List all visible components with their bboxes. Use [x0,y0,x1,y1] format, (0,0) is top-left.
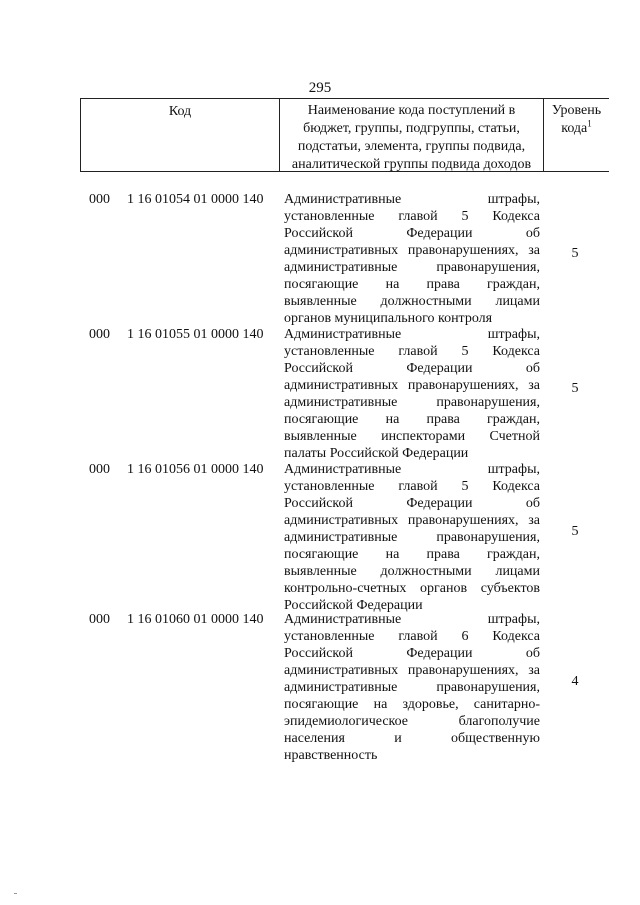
revenue-code: 1 16 01056 01 0000 140 [127,462,264,477]
description-line: палаты Российской Федерации [284,446,469,461]
description-line: административных правонарушениях, за [284,663,540,678]
description-line: органов муниципального контроля [284,311,493,326]
code-level: 5 [571,246,579,261]
header-name-line: Наименование кода поступлений в [307,103,516,118]
description-line: выявленные инспекторами Счетной [284,429,540,444]
description-line: установленные главой 6 Кодекса [284,629,540,644]
header-level-line2 [544,120,609,138]
admin-code: 000 [89,462,110,477]
code-level: 5 [571,381,579,396]
description-line: контрольно-счетных органов субъектов [284,581,540,596]
revenue-code: 1 16 01055 01 0000 140 [127,327,264,342]
revenue-description [284,461,540,614]
description-line: административные правонарушения, [284,680,540,695]
header-name-line: аналитической группы подвида доходов [291,157,532,172]
description-line: административных правонарушениях, за [284,378,540,393]
code-level: 4 [571,674,579,689]
admin-code: 000 [89,612,110,627]
description-line: Административные штрафы, [284,612,540,627]
description-line: установленные главой 5 Кодекса [284,344,540,359]
header-level-column [544,99,609,171]
revenue-description [284,611,540,764]
revenue-code: 1 16 01054 01 0000 140 [127,192,264,207]
description-line: Административные штрафы, [284,327,540,342]
header-level-line1: Уровень [551,103,602,118]
description-line: административные правонарушения, [284,260,540,275]
description-line: посягающие на права граждан, [284,547,540,562]
header-code-column: Код [80,99,280,171]
description-line: Российской Федерации об [284,646,540,661]
description-line: выявленные должностными лицами [284,564,540,579]
description-line: Российской Федерации об [284,361,540,376]
description-line: установленные главой 5 Кодекса [284,479,540,494]
header-name-column [280,99,544,171]
admin-code: 000 [89,327,110,342]
description-line: административных правонарушениях, за [284,513,540,528]
description-line: Административные штрафы, [284,192,540,207]
header-level-word: кода [561,121,588,136]
revenue-description [284,326,540,462]
revenue-code: 1 16 01060 01 0000 140 [127,612,264,627]
admin-code: 000 [89,192,110,207]
description-line: нравственность [284,748,378,763]
description-line: посягающие на здоровье, санитарно- [284,697,540,712]
header-name-line: подстатьи, элемента, группы подвида, [297,139,526,154]
description-line: административные правонарушения, [284,395,540,410]
header-name-line: бюджет, группы, подгруппы, статьи, [303,121,520,136]
description-line: Российской Федерации [284,598,423,613]
description-line: административные правонарушения, [284,530,540,545]
scan-artifact [14,893,17,894]
description-line: установленные главой 5 Кодекса [284,209,540,224]
description-line: Административные штрафы, [284,462,540,477]
description-line: посягающие на права граждан, [284,277,540,292]
revenue-description [284,191,540,327]
footnote-marker: 1 [587,118,592,129]
description-line: Российской Федерации об [284,226,540,241]
description-line: выявленные должностными лицами [284,294,540,309]
description-line: административных правонарушениях, за [284,243,540,258]
description-line: Российской Федерации об [284,496,540,511]
description-line: посягающие на права граждан, [284,412,540,427]
page-number: 295 [308,80,332,96]
description-line: эпидемиологическое благополучие [284,714,540,729]
table-header [80,98,609,172]
description-line: населения и общественную [284,731,540,746]
code-level: 5 [571,524,579,539]
